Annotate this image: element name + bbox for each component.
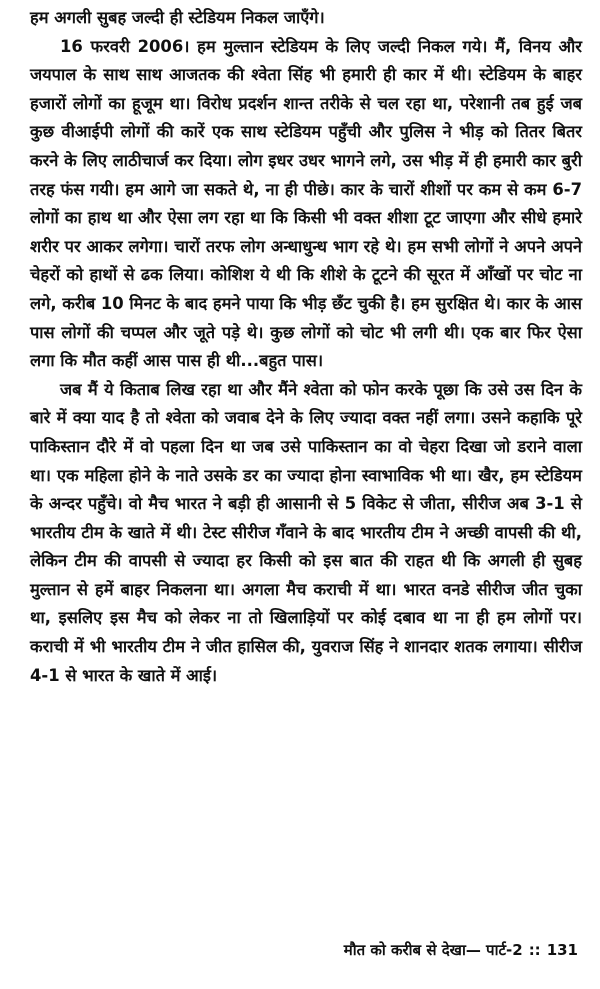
page-number: 131 [546,941,578,959]
paragraph-3: जब मैं ये किताब लिख रहा था और मैंने श्वेता को फोन करके पूछा कि उसे उस दिन के बारे में क्या याद है तो श्वेता को जवाब देने के लिए ज्यादा वक्त नहीं लगा। उसने कहाकि पूरे पाकिस्तान दौरे में वो पहला दिन था जब उसे पाकिस्तान का वो चेहरा दिखा जो डराने वाला था। एक महिला होने के नाते उसके डर का ज्यादा होना स्वाभाविक भी था। खैर, हम स्टेडियम के अन्दर पहुँचे। वो मैच भारत ने बड़ी ही आसानी से 5 विकेट से जीता, सीरीज अब 3-1 से भारतीय टीम के खाते में थी। टेस्ट सीरीज गँवाने के बाद भारतीय टीम ने अच्छी वापसी की थी, लेकिन टीम की वापसी से ज्यादा हर किसी को इस बात की राहत थी कि अगली ही सुबह मुल्तान से हमें बाहर निकलना था। अगला मैच कराची में था। भारत वनडे सीरीज जीत चुका था, इसलिए इस मैच को लेकर ना तो खिलाड़ियों पर कोई दबाव था ना ही हम लोगों पर। कराची में भी भारतीय टीम ने जीत हासिल की, युवराज सिंह ने शानदार शतक लगाया। सीरीज 4-1 से भारत के खाते में आई। [30,379,582,685]
footer-separator: :: [528,941,541,959]
body-text [30,4,582,690]
running-title: मौत को करीब से देखा— पार्ट-2 [343,941,523,959]
paragraph-1: हम अगली सुबह जल्दी ही स्टेडियम निकल जाएँगे। [30,8,325,27]
paragraph-2: 16 फरवरी 2006। हम मुल्तान स्टेडियम के लिए जल्दी निकल गये। मैं, विनय और जयपाल के साथ साथ आजतक की श्वेता सिंह भी हमारी ही कार में थी। स्टेडियम के बाहर हजारों लोगों का हूजूम था। विरोध प्रदर्शन शान्त तरीके से चल रहा था, परेशानी तब हुई जब कुछ वीआईपी लोगों की कारें एक साथ स्टेडियम पहुँची और पुलिस ने भीड़ को तितर बितर करने के लिए लाठीचार्ज कर दिया। लोग इधर उधर भागने लगे, उस भीड़ में ही हमारी कार बुरी तरह फंस गयी। हम आगे जा सकते थे, ना ही पीछे। कार के चारों शीशों पर कम से कम 6-7 लोगों का हाथ था और ऐसा लग रहा था कि किसी भी वक्त शीशा टूट जाएगा और सीधे हमारे शरीर पर आकर लगेगा। चारों तरफ लोग अन्धाधुन्ध भाग रहे थे। हम सभी लोगों ने अपने अपने चेहरों को हाथों से ढक लिया। कोशिश ये थी कि शीशे के टूटने की सूरत में आँखों पर चोट ना लगे, करीब 10 मिनट के बाद हमने पाया कि भीड़ छँट चुकी है। हम सुरक्षित थे। कार के आस पास लोगों की चप्पल और जूते पड़े थे। कुछ लोगों को चोट भी लगी थी। एक बार फिर ऐसा लगा कि मौत कहीं आस पास ही थी...बहुत पास। [30,36,582,371]
page-footer [344,940,578,960]
